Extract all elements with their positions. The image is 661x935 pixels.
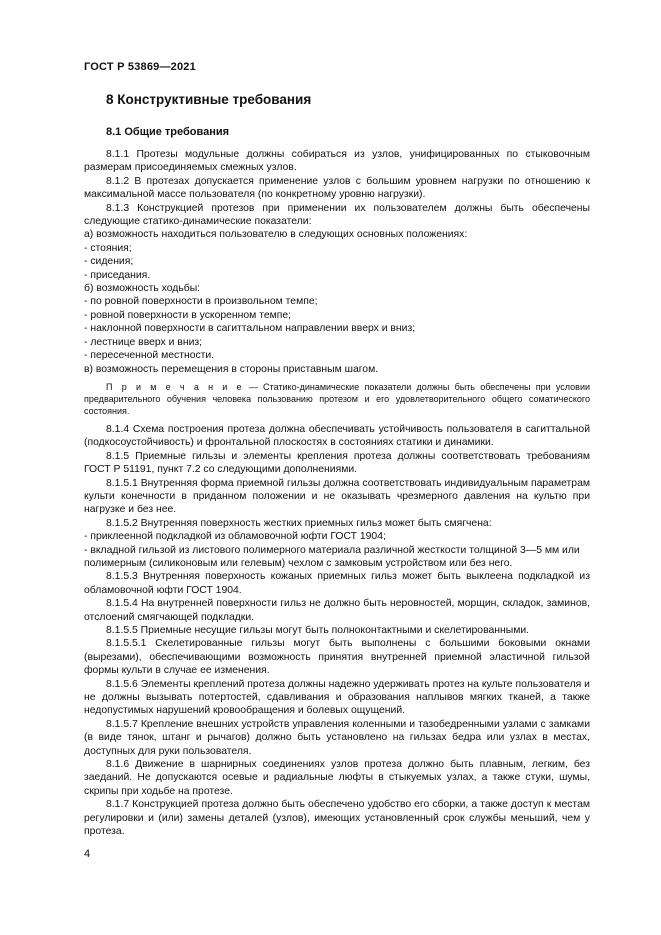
list-item: - сидения; — [84, 256, 134, 268]
note-label: П р и м е ч а н и е — [106, 381, 244, 392]
note — [84, 381, 590, 417]
paragraph: 8.1.5.7 Крепление внешних устройств управления коленными и тазобедренными узлами с замками (в виде тянок, штанг и рычагов) должно быть установлено на гильзах бедра или узлах в местах, доступных для руки пользователя. — [84, 718, 590, 757]
paragraph: 8.1.5.5 Приемные несущие гильзы могут быть полноконтактными и скелетированными. — [106, 625, 530, 636]
list-item: - пересеченной местности. — [84, 350, 215, 362]
paragraph: 8.1.5.4 На внутренней поверхности гильз не должно быть неровностей, морщин, складок, заминов, отслоений смягчающей подкладки. — [84, 598, 590, 623]
list-item: - по ровной поверхности в произвольном темпе; — [84, 296, 318, 308]
list-item: - лестнице вверх и вниз; — [84, 336, 203, 348]
list-item: - вкладной гильзой из листового полимерного материала различной жесткости толщиной 3—5 мм или полимерным (силиконовым или гелевым) чехлом с замковым устройством или без него. — [84, 544, 580, 569]
paragraph: 8.1.4 Схема построения протеза должна обеспечивать устойчивость пользователя в сагиттальной (подкосоустойчивость) и фронтальной плоскостях в состояниях статики и динамики. — [84, 423, 590, 449]
page-number: 4 — [84, 848, 91, 860]
list-item: а) возможность находиться пользователю в следующих основных положениях: — [84, 229, 468, 241]
paragraph: 8.1.5.1 Внутренняя форма приемной гильзы должна соответствовать индивидуальным параметрам культи конечности в приданном положении и не оказывать чрезмерного давления на культю при нагрузке и без нее. — [84, 477, 590, 516]
list-item: б) возможность ходьбы: — [84, 283, 201, 295]
list-item: - приседания. — [84, 269, 151, 281]
list-item: - наклонной поверхности в сагиттальном направлении вверх и вниз; — [84, 323, 416, 335]
paragraph: 8.1.6 Движение в шарнирных соединениях узлов протеза должно быть плавным, легким, без заеданий. Не допускаются осевые и радиальные люфты в стыкуемых узлах, а также стуки, шумы, скрипы при ходьбе на протезе. — [84, 759, 590, 797]
section-title: 8 Конструктивные требования — [106, 92, 312, 107]
subsection-title: 8.1 Общие требования — [106, 126, 230, 138]
list-item: - приклеенной подкладкой из обламовочной юфти ГОСТ 1904; — [84, 531, 386, 543]
note-text: — Статико-динамические показатели должны быть обеспечены при условии предварительного обучения человека пользованию протезом и его удовлетворительного общего соматического состояния. — [84, 381, 591, 416]
body-text — [84, 148, 590, 839]
paragraph: 8.1.5.6 Элементы креплений протеза должны надежно удерживать протез на культе пользователя и не должны вызывать потертостей, сдавливания и образования наплывов мягких тканей, а также недопустимых нарушений кровообращения и болевых ощущений. — [84, 678, 590, 717]
document-header: ГОСТ Р 53869—2021 — [84, 61, 196, 73]
paragraph: 8.1.7 Конструкцией протеза должно быть обеспечено удобство его сборки, а также доступ к местам регулировки и (или) замены деталей (узлов), имеющих установленный срок службы меньший, чем у протеза. — [84, 799, 590, 838]
paragraph: 8.1.5.5.1 Скелетированные гильзы могут быть выполнены с большими боковыми окнами (вырезами), обеспечивающими возможность принятия внутренней приемной эластичной гильзой формы культи в случае ее изменения. — [84, 638, 590, 677]
paragraph: 8.1.1 Протезы модульные должны собираться из узлов, унифицированных по стыковочным размерам присоединяемых смежных узлов. — [84, 149, 590, 174]
paragraph: 8.1.5.3 Внутренняя поверхность кожаных приемных гильз может быть выклеена подкладкой из обламовочной юфти ГОСТ 1904. — [84, 571, 590, 596]
paragraph: 8.1.5 Приемные гильзы и элементы крепления протеза должны соответствовать требованиям ГОСТ Р 51191, пункт 7.2 со следующими дополнениями. — [84, 450, 590, 476]
paragraph: 8.1.3 Конструкцией протезов при применении их пользователем должны быть обеспечены следующие статико-динамические показатели: — [84, 202, 590, 228]
list-item: - стояния; — [84, 242, 132, 254]
list-item: - ровной поверхности в ускоренном темпе; — [84, 309, 292, 321]
paragraph: 8.1.2 В протезах допускается применение узлов с большим уровнем нагрузки по отношению к максимальной массе пользователя (по конкретному уровню нагрузки). — [84, 175, 590, 201]
list-item: в) возможность перемещения в стороны приставным шагом. — [84, 363, 379, 375]
paragraph: 8.1.5.2 Внутренняя поверхность жестких приемных гильз может быть смягчена: — [106, 517, 492, 529]
